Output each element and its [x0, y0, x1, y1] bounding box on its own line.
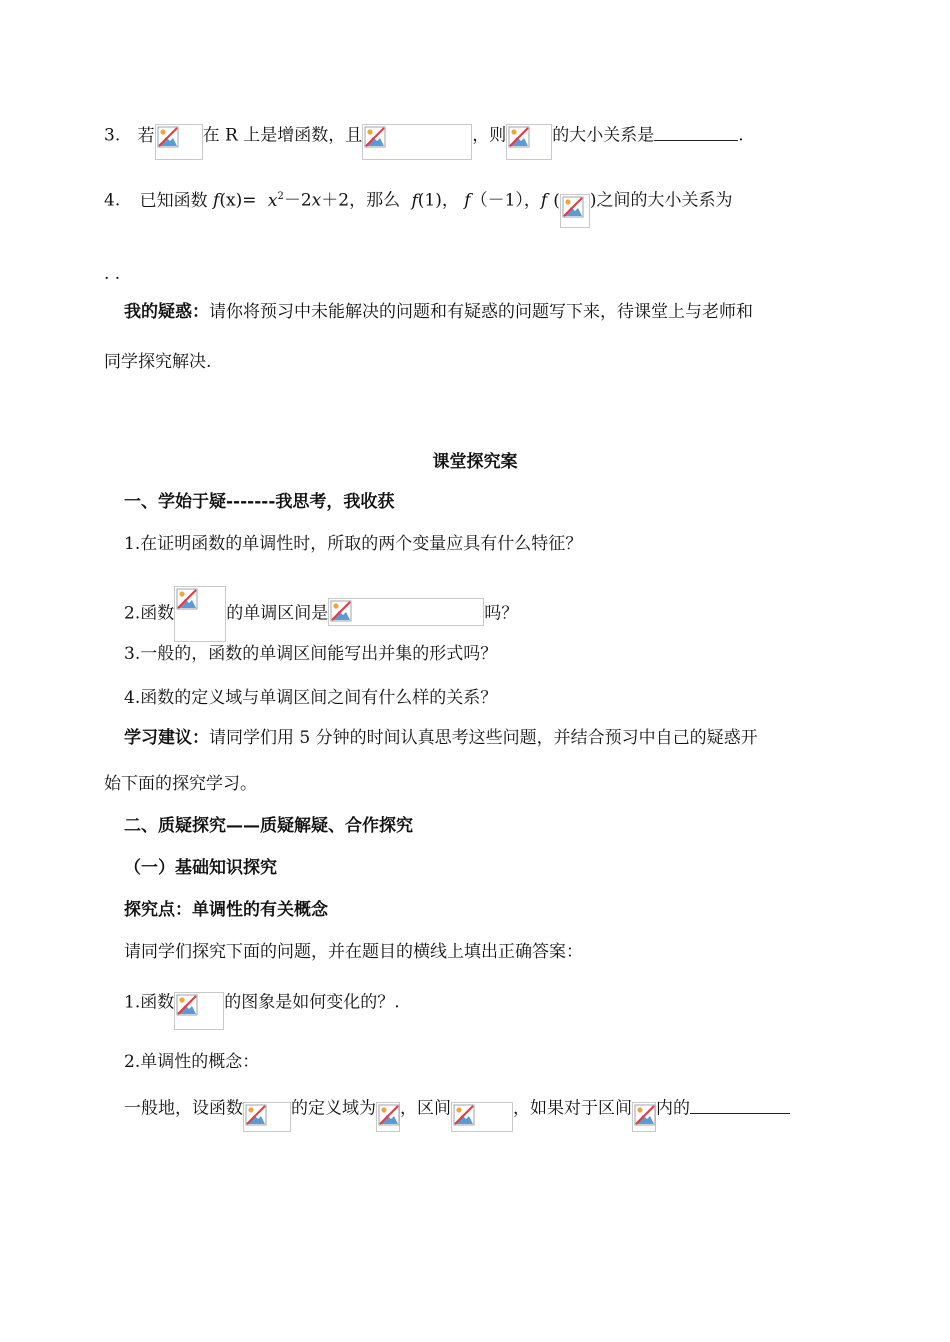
q4-dots: . .	[104, 264, 121, 284]
part1-question-1: 1.在证明函数的单调性时，所取的两个变量应具有什么特征？	[124, 534, 583, 554]
q4-text-1: 已知函数	[139, 190, 208, 211]
broken-image-icon	[362, 124, 472, 160]
part1-q2-text-2: 的单调区间是	[226, 603, 329, 624]
question-4	[104, 184, 732, 218]
part1-question-4: 4.函数的定义域与单调区间之间有什么样的关系？	[124, 688, 498, 708]
q3-ruo: 若	[137, 125, 155, 146]
section-title: 课堂探究案	[432, 452, 518, 472]
q4-f-2: f	[411, 190, 418, 211]
part2-point: 探究点：单调性的有关概念	[124, 900, 328, 920]
q3-end: .	[738, 125, 744, 146]
part2-subheading: （一）基础知识探究	[124, 858, 277, 878]
part2-q1-text-2: 的图象是如何变化的？.	[224, 992, 400, 1013]
broken-image-icon	[451, 1102, 513, 1132]
q4-f-3: f	[464, 190, 471, 211]
advice-label: 学习建议：	[124, 728, 209, 748]
broken-image-icon	[376, 1102, 400, 1132]
part1-q2-text-1: 2.函数	[124, 603, 175, 624]
q3-text-3: 的大小关系是	[552, 125, 655, 146]
part2-instruction: 请同学们探究下面的问题，并在题目的横线上填出正确答案：	[124, 942, 583, 962]
q3-text-1: 在 R 上是增函数，且	[202, 125, 363, 146]
answer-blank	[654, 122, 738, 141]
broken-image-icon	[328, 598, 484, 626]
q4-f-4: f	[540, 190, 548, 211]
broken-image-icon	[560, 194, 590, 228]
definition-text-2: 的定义域为	[291, 1098, 376, 1119]
q3-number: 3.	[104, 125, 121, 146]
q3-text-2: ，则	[472, 125, 507, 146]
doubt-text-2: 同学探究解决.	[104, 352, 212, 372]
q4-fx: (x)=	[219, 190, 257, 211]
broken-image-icon	[174, 992, 224, 1030]
question-3	[104, 118, 744, 154]
q4-plus: ＋2，那么	[321, 190, 401, 211]
advice-text-2: 始下面的探究学习。	[104, 774, 257, 794]
definition-text-1: 一般地，设函数	[124, 1098, 243, 1119]
part1-question-2	[124, 586, 518, 642]
q4-number: 4.	[104, 190, 121, 211]
q4-val-1: (1)，	[417, 190, 459, 211]
part2-question-2: 2.单调性的概念：	[124, 1052, 260, 1072]
broken-image-icon	[243, 1102, 291, 1132]
definition-line	[124, 1094, 790, 1124]
q4-x: x	[267, 190, 278, 211]
broken-image-icon	[506, 124, 552, 160]
doubt-text-1: 请你将预习中未能解决的问题和有疑惑的问题写下来，待课堂上与老师和	[209, 302, 753, 322]
q4-x-2: x	[311, 190, 322, 211]
q4-exponent: 2	[277, 190, 284, 202]
q4-text-end: )之间的大小关系为	[589, 190, 733, 211]
doubt-label: 我的疑惑：	[124, 302, 209, 322]
advice-line-1	[124, 726, 758, 750]
broken-image-icon	[155, 124, 203, 160]
part2-heading: 二、质疑探究——质疑解疑、合作探究	[124, 816, 413, 836]
part1-heading: 一、学始于疑-------我思考，我收获	[124, 492, 395, 512]
broken-image-icon	[632, 1102, 656, 1132]
part1-q2-text-3: 吗？	[484, 603, 519, 624]
q4-paren: (	[553, 190, 560, 211]
q4-val-2: （－1），	[470, 190, 541, 211]
part2-question-1	[124, 984, 400, 1022]
definition-text-3: ，区间	[400, 1098, 451, 1119]
part2-q1-text-1: 1.函数	[124, 992, 175, 1013]
broken-image-icon	[174, 586, 226, 642]
doubt-line-1	[124, 300, 753, 324]
definition-text-5: 内的	[656, 1098, 690, 1119]
part1-question-3: 3.一般的，函数的单调区间能写出并集的形式吗？	[124, 644, 498, 664]
definition-text-4: ，如果对于区间	[513, 1098, 632, 1119]
advice-text-1: 请同学们用 5 分钟的时间认真思考这些问题，并结合预习中自己的疑惑开	[209, 728, 758, 748]
q4-minus: －2	[283, 190, 312, 211]
q4-f-1: f	[213, 190, 220, 211]
answer-blank	[690, 1095, 790, 1114]
